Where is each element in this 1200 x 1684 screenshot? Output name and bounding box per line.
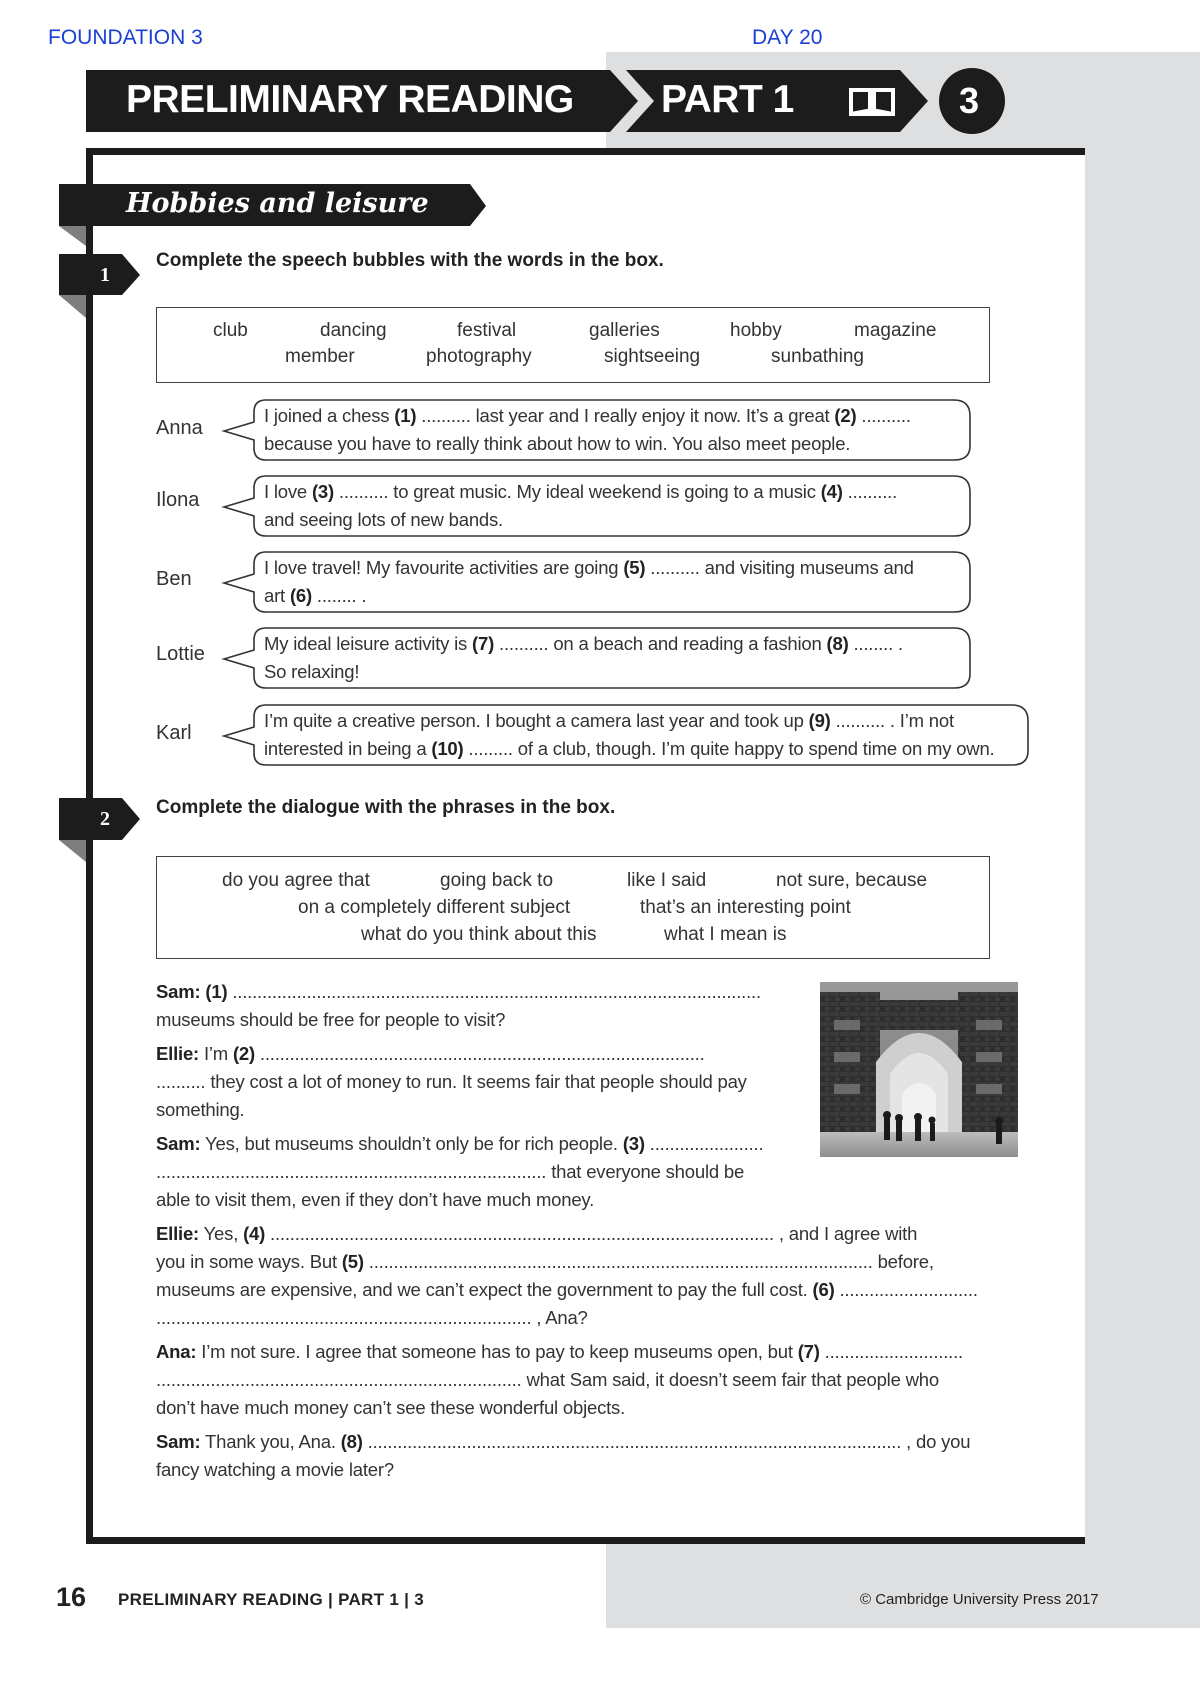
speech-bubble-text: I’m quite a creative person. I bought a camera last year and took up (9) .......... . I’m not interested in being a (10) ......... of a club, though. I’m quite happy to spend time on my own. (264, 710, 995, 759)
phrase-box-item: what I mean is (664, 924, 787, 945)
dialogue-line: something. (156, 1099, 245, 1120)
top-left-label: FOUNDATION 3 (48, 26, 203, 49)
word-box-item: sunbathing (771, 346, 864, 367)
header-number: 3 (959, 80, 979, 121)
dialogue-line: .......... they cost a lot of money to run. It seems fair that people should pay (156, 1071, 747, 1092)
dialogue-line: ............................................................................ , Ana? (156, 1307, 588, 1328)
word-box-item: dancing (320, 320, 387, 341)
phrase-box-item: that’s an interesting point (640, 897, 851, 918)
dialogue-line: you in some ways. But (5) ...................................................................................................... before, (156, 1251, 934, 1272)
speech-bubble-text: I joined a chess (1) .......... last year and I really enjoy it now. It’s a great (2) .......... because you have to really think about how to win. You also meet people. (264, 405, 911, 454)
speaker-name: Lottie (156, 643, 205, 665)
dialogue-line: Sam: Yes, but museums shouldn’t only be for rich people. (3) ....................... (156, 1133, 764, 1154)
running-title: PRELIMINARY READING | PART 1 | 3 (118, 1590, 424, 1609)
speech-bubble-text: My ideal leisure activity is (7) .......... on a beach and reading a fashion (8) ........ . So relaxing! (264, 633, 903, 682)
word-box-item: magazine (854, 320, 937, 341)
top-right-label: DAY 20 (752, 26, 823, 49)
exercise-2-number: 2 (100, 808, 110, 830)
dialogue-line: museums should be free for people to visit? (156, 1009, 506, 1030)
dialogue-line: don’t have much money can’t see these wonderful objects. (156, 1397, 626, 1418)
word-box-item: galleries (589, 320, 660, 341)
speaker-name: Anna (156, 417, 203, 439)
word-box-item: photography (426, 346, 532, 367)
dialogue-line: Ellie: Yes, (4) ...................................................................................................... , and I agree with (156, 1223, 918, 1244)
museum-gate-photo (820, 982, 1018, 1157)
phrase-box-item: do you agree that (222, 870, 370, 891)
dialogue-line: ............................................................................... that everyone should be (156, 1161, 745, 1182)
phrase-box-item: like I said (627, 870, 707, 891)
speaker-name: Karl (156, 722, 192, 744)
dialogue-line: .......................................................................... what Sam said, it doesn’t seem fair that people who (156, 1369, 939, 1390)
phrase-box-item: not sure, because (776, 870, 928, 891)
dialogue-line: museums are expensive, and we can’t expect the government to pay the full cost. (6) ............................ (156, 1279, 978, 1300)
exercise-2-instruction: Complete the dialogue with the phrases in the box. (156, 797, 616, 818)
dialogue-line: Sam: Thank you, Ana. (8) ............................................................................................................ , do you (156, 1431, 971, 1452)
dialogue-line: Ellie: I’m (2) .......................................................................................... (156, 1043, 705, 1064)
dialogue-line: fancy watching a movie later? (156, 1459, 394, 1480)
speech-bubble-text: I love (3) .......... to great music. My ideal weekend is going to a music (4) .......... and seeing lots of new bands. (264, 481, 898, 530)
dialogue-line: able to visit them, even if they don’t have much money. (156, 1189, 595, 1210)
word-box-item: club (213, 320, 248, 341)
dialogue-line: Sam: (1) ........................................................................................................... (156, 981, 761, 1002)
phrase-box-item: on a completely different subject (298, 897, 571, 918)
word-box-item: hobby (730, 320, 782, 341)
dialogue-line: Ana: I’m not sure. I agree that someone has to pay to keep museums open, but (7) ............................ (156, 1341, 963, 1362)
word-box-item: festival (457, 320, 517, 341)
speaker-name: Ben (156, 568, 192, 590)
phrase-box-item: what do you think about this (361, 924, 597, 945)
speaker-name: Ilona (156, 489, 200, 511)
exercise-1-number: 1 (100, 264, 110, 286)
header-title: PRELIMINARY READING (126, 78, 574, 121)
speech-bubble-text: I love travel! My favourite activities are going (5) .......... and visiting museums and art (6) ........ . (264, 557, 914, 606)
word-box-item: member (285, 346, 355, 367)
word-box-item: sightseeing (604, 346, 701, 367)
header-part: PART 1 (661, 78, 794, 121)
phrase-box-item: going back to (440, 870, 554, 891)
copyright-notice: © Cambridge University Press 2017 (860, 1591, 1099, 1608)
exercise-1-instruction: Complete the speech bubbles with the words in the box. (156, 250, 664, 271)
page-number: 16 (56, 1582, 87, 1612)
section-title: Hobbies and leisure (126, 188, 429, 219)
